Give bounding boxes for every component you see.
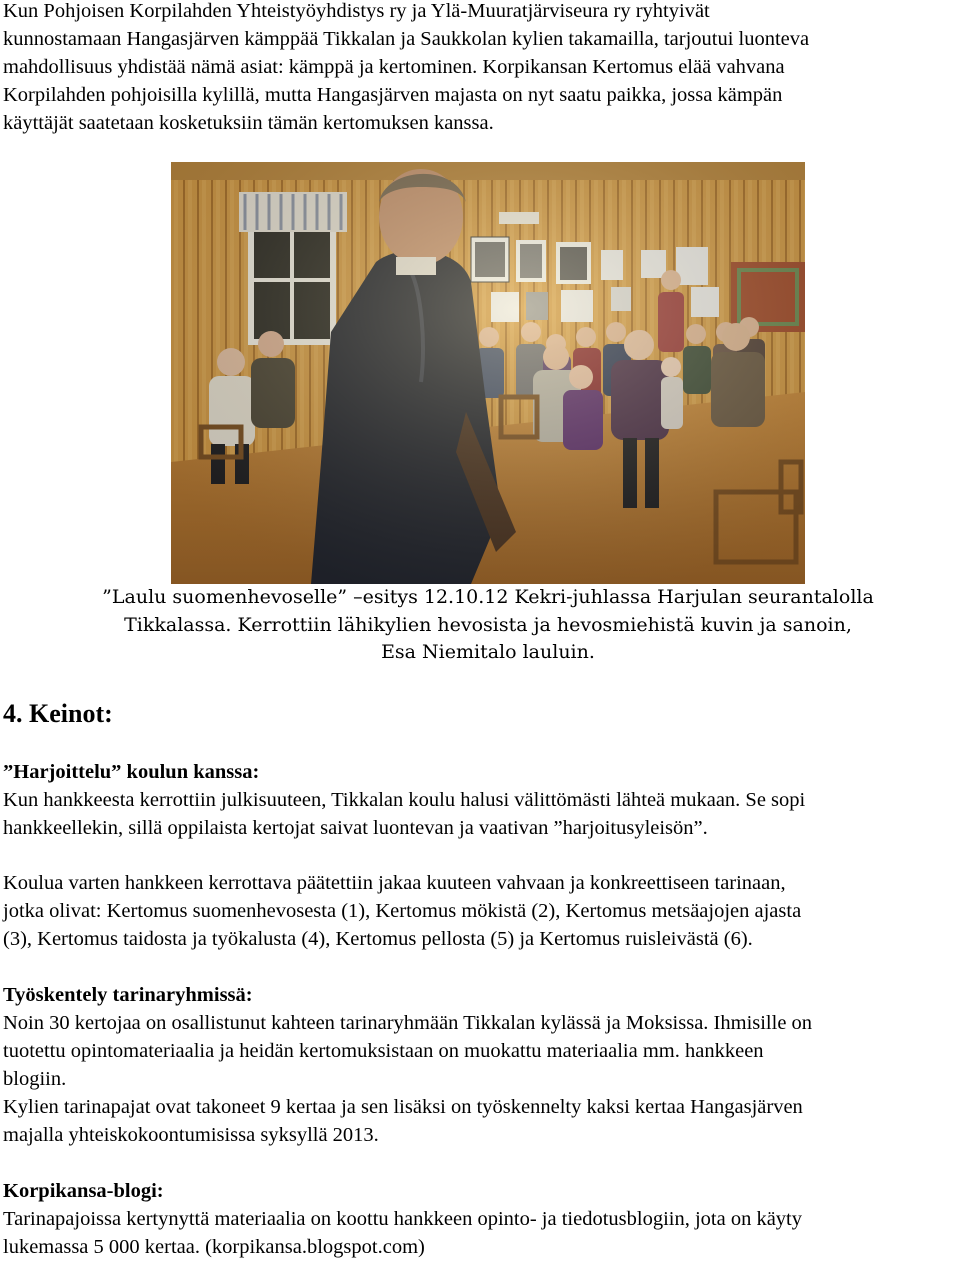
blogi-title: Korpikansa-blogi: bbox=[3, 1180, 164, 1202]
text-line: majalla yhteiskokoontumisissa syksyllä 2013. bbox=[3, 1124, 379, 1146]
text-line: lukemassa 5 000 kertaa. (korpikansa.blogspot.com) bbox=[3, 1236, 425, 1258]
text-line: (3), Kertomus taidosta ja työkalusta (4), Kertomus pellosta (5) ja Kertomus ruisleivästä (6). bbox=[3, 928, 753, 950]
tyoskentely-title: Työskentely tarinaryhmissä: bbox=[3, 984, 253, 1006]
caption-line: Esa Niemitalo lauluin. bbox=[381, 641, 595, 663]
text-line: mahdollisuus yhdistää nämä asiat: kämppä ja kertominen. Korpikansan Kertomus elää vahvana bbox=[3, 56, 785, 78]
text-line: Noin 30 kertojaa on osallistunut kahteen tarinaryhmään Tikkalan kylässä ja Moksissa. Ihmisille on bbox=[3, 1012, 813, 1034]
text-line: Tarinapajoissa kertynyttä materiaalia on koottu hankkeen opinto- ja tiedotusblogiin, jota on käyty bbox=[3, 1208, 802, 1230]
event-photo bbox=[171, 162, 805, 584]
text-line: kunnostamaan Hangasjärven kämppää Tikkalan ja Saukkolan kylien takamailla, tarjoutui luonteva bbox=[3, 28, 810, 50]
blogi-section bbox=[3, 1177, 957, 1261]
text-line: tuotettu opintomateriaalia ja heidän kertomuksistaan on muokattu materiaalia mm. hankkeen bbox=[3, 1040, 764, 1062]
tyoskentely-section bbox=[3, 981, 957, 1149]
intro-paragraph bbox=[3, 0, 957, 137]
text-line: jotka olivat: Kertomus suomenhevosesta (1), Kertomus mökistä (2), Kertomus metsäajojen ajasta bbox=[3, 900, 802, 922]
harjoittelu-title: ”Harjoittelu” koulun kanssa: bbox=[3, 761, 260, 783]
photo-illustration bbox=[171, 162, 805, 584]
photo-caption bbox=[100, 584, 876, 667]
text-line: Kylien tarinapajat ovat takoneet 9 kertaa ja sen lisäksi on työskennelty kaksi kertaa Hangasjärven bbox=[3, 1096, 803, 1118]
caption-line: Tikkalassa. Kerrottiin lähikylien hevosista ja hevosmiehistä kuvin ja sanoin, bbox=[124, 613, 852, 636]
text-line: Korpilahden pohjoisilla kylillä, mutta Hangasjärven majasta on nyt saatu paikka, jossa kämpän bbox=[3, 84, 783, 106]
text-line: hankkeellekin, sillä oppilaista kertojat saivat luontevan ja vaativan ”harjoitusyleisön”. bbox=[3, 817, 708, 839]
text-line: Kun Pohjoisen Korpilahden Yhteistyöyhdistys ry ja Ylä-Muuratjärviseura ry ryhtyivät bbox=[3, 0, 710, 22]
harjoittelu-section bbox=[3, 758, 957, 842]
caption-line: ”Laulu suomenhevoselle” –esitys 12.10.12 Kekri-juhlassa Harjulan seurantalolla bbox=[102, 586, 874, 608]
text-line: blogiin. bbox=[3, 1068, 67, 1090]
text-line: Kun hankkeesta kerrottiin julkisuuteen, Tikkalan koulu halusi välittömästi lähteä mukaan. Se sopi bbox=[3, 789, 806, 811]
text-line: käyttäjät saatetaan kosketuksiin tämän kertomuksen kanssa. bbox=[3, 112, 494, 134]
text-line: Koulua varten hankkeen kerrottava päätettiin jakaa kuuteen vahvaan ja konkreettiseen tarinaan, bbox=[3, 872, 786, 894]
section-heading: 4. Keinot: bbox=[3, 699, 113, 728]
koulu-paragraph bbox=[3, 869, 957, 953]
